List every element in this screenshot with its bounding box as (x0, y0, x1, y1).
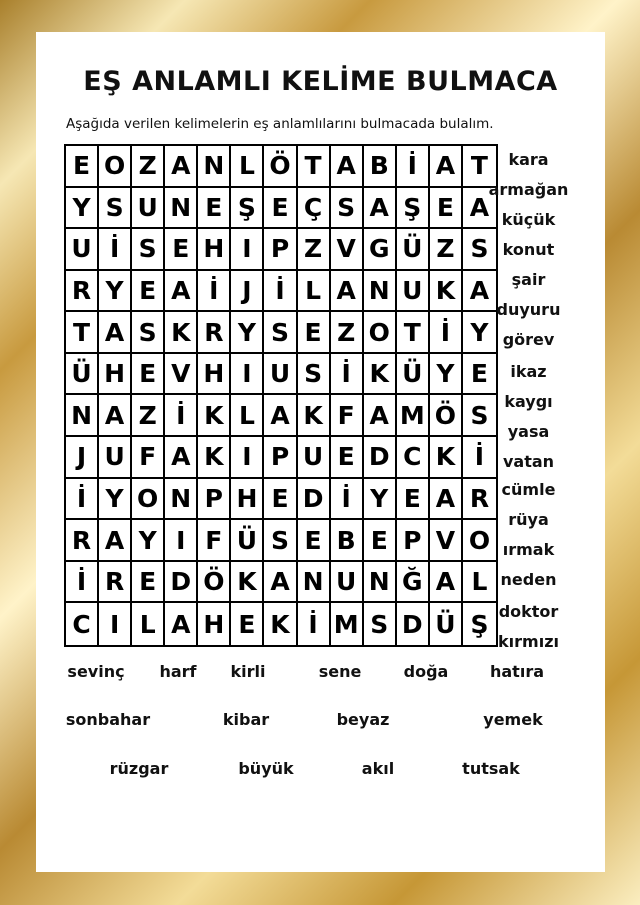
grid-cell[interactable]: Ö (264, 146, 297, 188)
side-word-item: armağan (488, 180, 569, 199)
grid-cell[interactable]: A (165, 146, 198, 188)
grid-cell[interactable]: H (198, 354, 231, 396)
grid-cell[interactable]: U (66, 229, 99, 271)
grid-cell[interactable]: A (331, 271, 364, 313)
grid-cell[interactable]: H (99, 354, 132, 396)
grid-cell[interactable]: İ (99, 229, 132, 271)
grid-cell[interactable]: E (463, 354, 496, 396)
grid-cell[interactable]: S (364, 603, 397, 645)
grid-cell[interactable]: Y (231, 312, 264, 354)
grid-cell[interactable]: Ö (198, 562, 231, 604)
bottom-word-item: beyaz (336, 710, 390, 729)
grid-cell[interactable]: M (397, 395, 430, 437)
side-word-item: neden (500, 570, 557, 589)
grid-cell[interactable]: Z (298, 229, 331, 271)
grid-cell[interactable]: L (132, 603, 165, 645)
grid-cell[interactable]: O (132, 479, 165, 521)
grid-cell[interactable]: E (132, 562, 165, 604)
grid-cell[interactable]: J (231, 271, 264, 313)
bottom-word-item: hatıra (489, 662, 545, 681)
grid-cell[interactable]: A (430, 146, 463, 188)
grid-cell[interactable]: U (132, 188, 165, 230)
grid-cell[interactable]: K (231, 562, 264, 604)
side-word-item: şair (511, 270, 546, 289)
grid-cell[interactable]: A (99, 312, 132, 354)
page-title: EŞ ANLAMLI KELİME BULMACA (83, 66, 558, 97)
grid-cell[interactable]: F (331, 395, 364, 437)
grid-cell[interactable]: H (198, 603, 231, 645)
grid-cell[interactable]: A (165, 271, 198, 313)
side-word-item: küçük (501, 210, 556, 229)
grid-cell[interactable]: Y (430, 354, 463, 396)
bottom-word-item: büyük (238, 759, 294, 778)
grid-cell[interactable]: Y (99, 271, 132, 313)
grid-cell[interactable]: İ (463, 437, 496, 479)
grid-cell[interactable]: A (364, 395, 397, 437)
grid-cell[interactable]: I (165, 520, 198, 562)
grid-cell[interactable]: A (99, 395, 132, 437)
grid-cell[interactable]: Z (132, 146, 165, 188)
grid-cell[interactable]: K (364, 354, 397, 396)
grid-cell[interactable]: U (397, 271, 430, 313)
grid-cell[interactable]: S (264, 520, 297, 562)
grid-cell[interactable]: Ş (231, 188, 264, 230)
grid-cell[interactable]: S (132, 312, 165, 354)
grid-cell[interactable]: S (132, 229, 165, 271)
grid-cell[interactable]: F (198, 520, 231, 562)
grid-cell[interactable]: A (430, 562, 463, 604)
grid-cell[interactable]: N (165, 188, 198, 230)
grid-cell[interactable]: E (165, 229, 198, 271)
side-word-item: cümle (501, 480, 556, 499)
bottom-word-item: harf (159, 662, 197, 681)
grid-cell[interactable]: Z (430, 229, 463, 271)
grid-cell[interactable]: P (397, 520, 430, 562)
grid-cell[interactable]: Ç (298, 188, 331, 230)
grid-cell[interactable]: I (231, 437, 264, 479)
grid-cell[interactable]: A (264, 395, 297, 437)
word-search-grid (64, 144, 498, 647)
grid-cell[interactable]: E (132, 354, 165, 396)
grid-cell[interactable]: N (165, 479, 198, 521)
grid-cell[interactable]: A (264, 562, 297, 604)
grid-cell[interactable]: T (298, 146, 331, 188)
grid-cell[interactable]: Ğ (397, 562, 430, 604)
grid-cell[interactable]: O (463, 520, 496, 562)
grid-cell[interactable]: S (298, 354, 331, 396)
grid-cell[interactable]: Y (364, 479, 397, 521)
grid-cell[interactable]: A (463, 271, 496, 313)
worksheet-sheet (36, 32, 605, 872)
grid-cell[interactable]: E (198, 188, 231, 230)
grid-cell[interactable]: Ü (397, 229, 430, 271)
grid-cell[interactable]: Ş (397, 188, 430, 230)
grid-cell[interactable]: İ (331, 354, 364, 396)
grid-cell[interactable]: İ (66, 562, 99, 604)
grid-cell[interactable]: E (132, 271, 165, 313)
grid-cell[interactable]: K (430, 437, 463, 479)
grid-cell[interactable]: I (231, 354, 264, 396)
grid-cell[interactable]: G (364, 229, 397, 271)
grid-cell[interactable]: A (430, 479, 463, 521)
grid-cell[interactable]: V (331, 229, 364, 271)
grid-cell[interactable]: J (66, 437, 99, 479)
grid-cell[interactable]: İ (264, 271, 297, 313)
grid-cell[interactable]: E (298, 312, 331, 354)
grid-cell[interactable]: İ (397, 146, 430, 188)
grid-cell[interactable]: H (231, 479, 264, 521)
grid-cell[interactable]: Y (463, 312, 496, 354)
grid-cell[interactable]: I (231, 229, 264, 271)
grid-cell[interactable]: İ (430, 312, 463, 354)
grid-cell[interactable]: E (66, 146, 99, 188)
grid-cell[interactable]: Ş (470, 609, 489, 639)
grid-cell[interactable]: V (430, 520, 463, 562)
grid-cell[interactable]: A (364, 188, 397, 230)
grid-cell[interactable]: B (331, 520, 364, 562)
side-word-item: konut (502, 240, 555, 259)
grid-cell[interactable]: U (264, 354, 297, 396)
grid-cell[interactable]: İ (298, 603, 331, 645)
grid-cell[interactable]: Z (132, 395, 165, 437)
grid-cell[interactable]: Ö (430, 395, 463, 437)
grid-cell[interactable]: İ (66, 479, 99, 521)
grid-cell[interactable]: D (165, 562, 198, 604)
grid-cell[interactable]: L (298, 271, 331, 313)
side-word-item: rüya (508, 510, 549, 529)
side-word-item: görev (502, 330, 555, 349)
grid-cell[interactable]: E (397, 479, 430, 521)
bottom-word-item: sonbahar (65, 710, 151, 729)
grid-cell[interactable]: K (198, 437, 231, 479)
bottom-word-item: yemek (483, 710, 543, 729)
grid-cell[interactable]: P (198, 479, 231, 521)
side-word-item: kırmızı (498, 632, 559, 651)
grid-cell[interactable]: S (99, 188, 132, 230)
bottom-word-item: kibar (222, 710, 270, 729)
grid-cell[interactable]: E (331, 437, 364, 479)
grid-cell[interactable]: Z (331, 312, 364, 354)
grid-cell[interactable]: O (99, 146, 132, 188)
grid-cell[interactable]: L (231, 146, 264, 188)
grid-cell[interactable]: A (463, 188, 496, 230)
side-word-item: yasa (507, 422, 550, 441)
grid-cell[interactable]: D (397, 603, 430, 645)
grid-cell[interactable]: O (364, 312, 397, 354)
grid-cell[interactable]: T (66, 312, 99, 354)
grid-cell[interactable]: Y (66, 188, 99, 230)
grid-cell[interactable]: E (264, 188, 297, 230)
grid-cell[interactable]: N (298, 562, 331, 604)
grid-cell[interactable]: H (198, 229, 231, 271)
grid-cell[interactable]: R (198, 312, 231, 354)
grid-cell[interactable]: P (264, 437, 297, 479)
grid-cell[interactable]: N (66, 395, 99, 437)
grid-cell[interactable]: S (463, 229, 496, 271)
grid-cell[interactable]: U (331, 562, 364, 604)
bottom-word-item: tutsak (462, 759, 520, 778)
side-word-item: ırmak (502, 540, 555, 559)
grid-cell[interactable]: N (198, 146, 231, 188)
grid-cell[interactable]: L (231, 395, 264, 437)
grid-cell[interactable]: S (463, 395, 496, 437)
grid-cell[interactable]: U (298, 437, 331, 479)
bottom-word-item: kirli (230, 662, 266, 681)
bottom-word-item: sene (318, 662, 362, 681)
grid-cell[interactable]: T (463, 146, 496, 188)
grid-cell[interactable]: K (198, 395, 231, 437)
bottom-word-item: doğa (403, 662, 449, 681)
grid-cell[interactable]: N (364, 562, 397, 604)
grid-cell[interactable]: R (66, 271, 99, 313)
grid-cell[interactable]: I (99, 603, 132, 645)
grid-cell[interactable]: K (165, 312, 198, 354)
grid-cell[interactable]: N (364, 271, 397, 313)
grid-cell[interactable]: E (430, 188, 463, 230)
grid-cell[interactable]: İ (198, 271, 231, 313)
grid-cell[interactable]: İ (331, 479, 364, 521)
bottom-word-item: rüzgar (109, 759, 169, 778)
grid-cell[interactable]: D (298, 479, 331, 521)
side-word-item: duyuru (496, 300, 561, 319)
grid-cell[interactable]: Ü (397, 354, 430, 396)
bottom-word-item: sevinç (67, 662, 125, 681)
grid-cell[interactable]: K (298, 395, 331, 437)
grid-cell[interactable]: F (132, 437, 165, 479)
grid-cell[interactable]: D (364, 437, 397, 479)
side-word-item: ikaz (510, 362, 547, 381)
grid-cell[interactable]: İ (165, 395, 198, 437)
grid-cell[interactable]: C (397, 437, 430, 479)
grid-cell[interactable]: B (364, 146, 397, 188)
grid-cell[interactable]: L (463, 562, 496, 604)
grid-cell[interactable]: Y (132, 520, 165, 562)
grid-cell[interactable]: R (463, 479, 496, 521)
grid-cell[interactable]: A (165, 437, 198, 479)
grid-cell[interactable]: E (264, 479, 297, 521)
grid-cell[interactable]: V (165, 354, 198, 396)
grid-cell[interactable]: E (231, 603, 264, 645)
grid-cell[interactable]: S (264, 312, 297, 354)
bottom-word-item: akıl (361, 759, 395, 778)
grid-cell[interactable]: S (331, 188, 364, 230)
grid-cell[interactable]: E (364, 520, 397, 562)
grid-cell[interactable]: M (331, 603, 364, 645)
grid-cell[interactable]: T (397, 312, 430, 354)
grid-cell[interactable]: K (430, 271, 463, 313)
grid-cell[interactable]: R (99, 562, 132, 604)
grid-cell[interactable]: Ü (66, 354, 99, 396)
grid-cell[interactable]: U (99, 437, 132, 479)
grid-cell[interactable]: Ü (430, 603, 463, 645)
side-word-item: doktor (498, 602, 559, 621)
grid-cell[interactable]: E (298, 520, 331, 562)
grid-cell[interactable]: K (264, 603, 297, 645)
side-word-item: vatan (502, 452, 555, 471)
grid-cell[interactable]: C (66, 603, 99, 645)
side-word-item: kara (508, 150, 549, 169)
grid-cell[interactable]: P (264, 229, 297, 271)
grid-cell[interactable]: Y (99, 479, 132, 521)
grid-cell[interactable]: Ü (231, 520, 264, 562)
grid-cell[interactable]: A (331, 146, 364, 188)
instruction-text: Aşağıda verilen kelimelerin eş anlamlılarını bulmacada bulalım. (66, 116, 494, 132)
grid-cell[interactable]: A (165, 603, 198, 645)
side-word-item: kaygı (504, 392, 553, 411)
grid-cell[interactable]: A (99, 520, 132, 562)
grid-cell[interactable]: R (66, 520, 99, 562)
